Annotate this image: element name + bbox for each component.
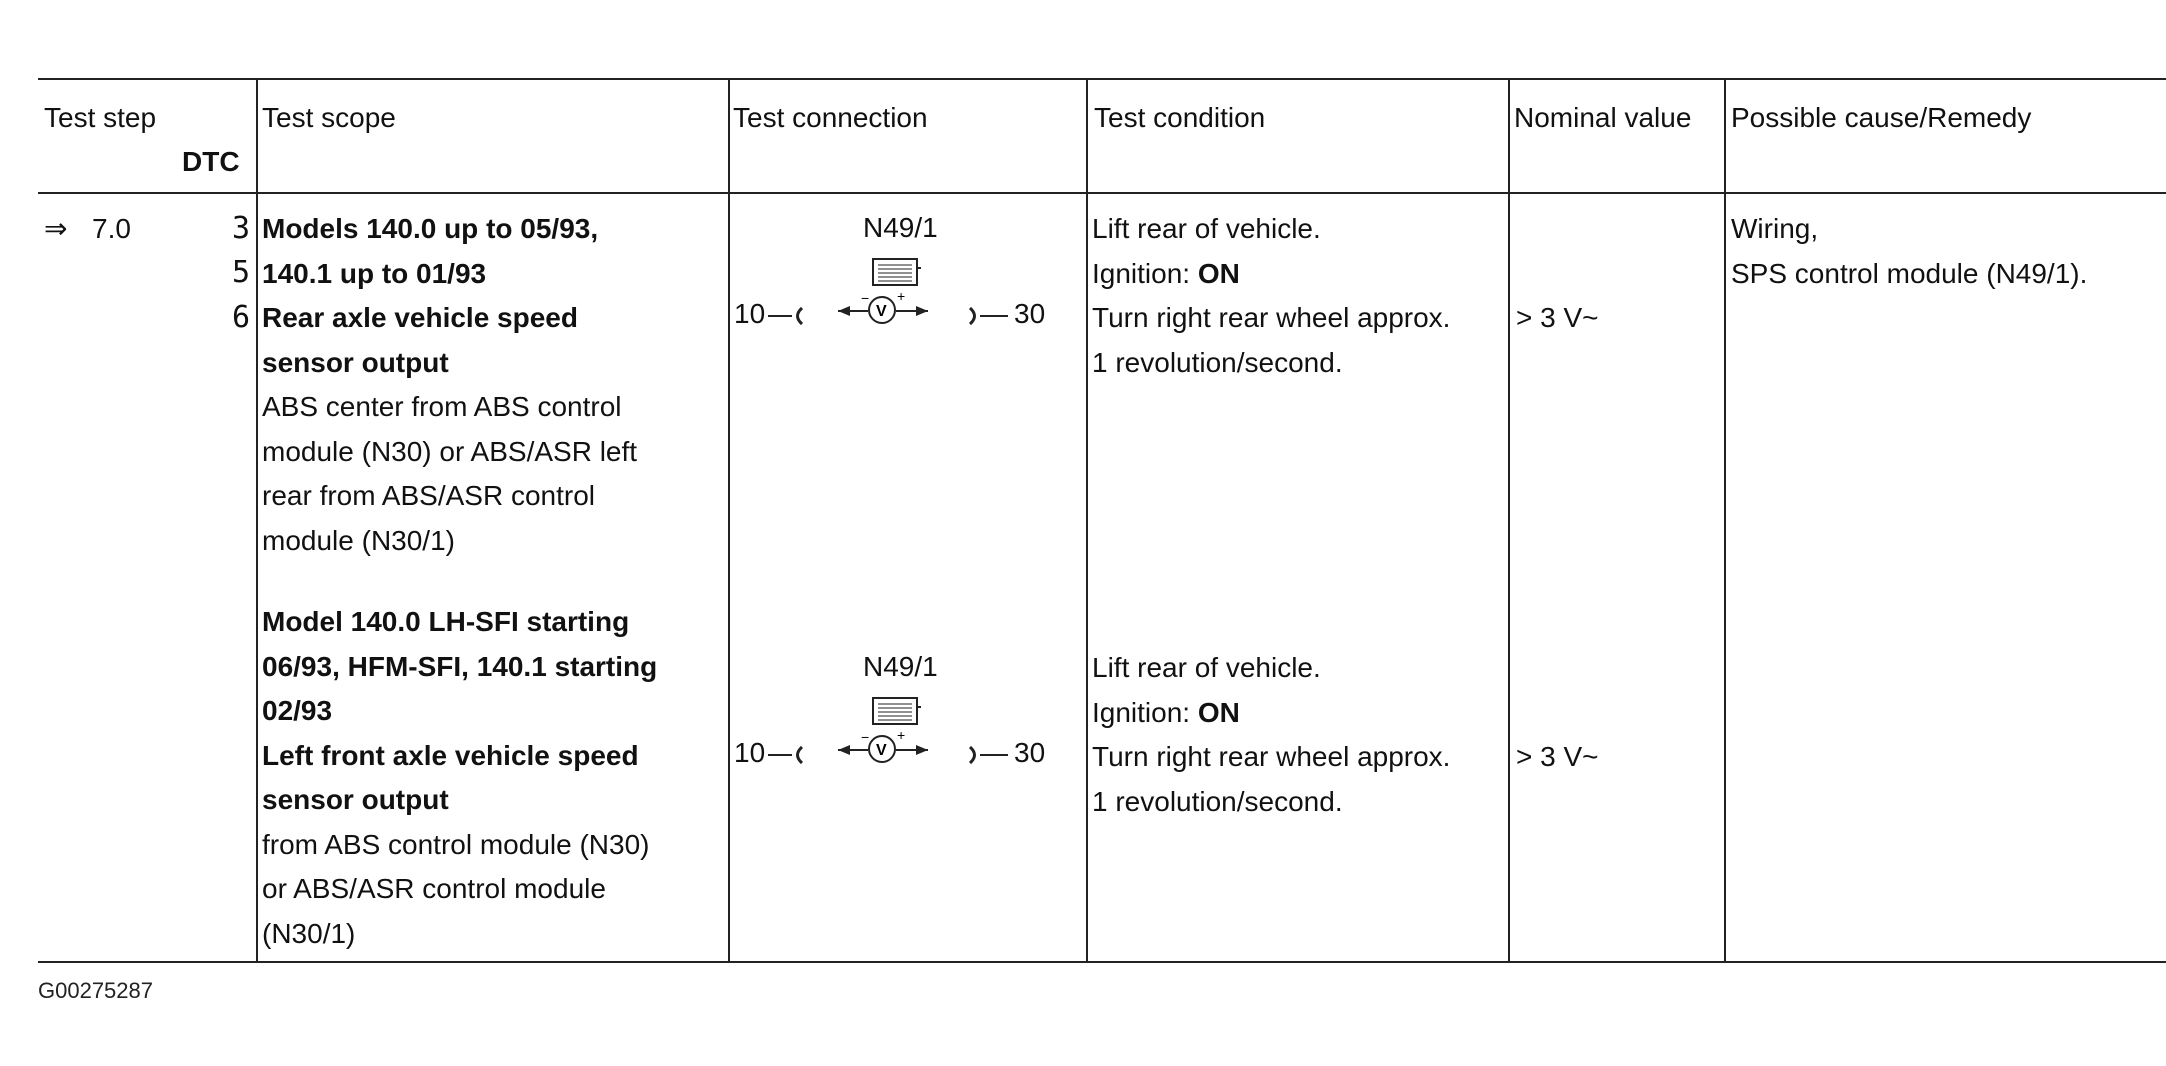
test-condition-row-1	[1092, 207, 1450, 385]
svg-text:V: V	[876, 303, 887, 320]
header-possible-cause: Possible cause/Remedy	[1731, 102, 2032, 133]
header-test-scope: Test scope	[262, 102, 396, 133]
step-arrow: ⇒	[44, 213, 68, 244]
header-dtc: DTC	[182, 146, 240, 177]
scope-bold-line: sensor output	[262, 346, 449, 378]
table-bottom-rule	[38, 961, 2166, 963]
right-pin-label: 30	[1014, 298, 1046, 329]
test-scope-row-2	[262, 600, 657, 956]
scope-normal-line: rear from ABS/ASR control	[262, 480, 596, 511]
scope-normal-line: module (N30/1)	[262, 524, 455, 556]
scope-normal-line: (N30/1)	[262, 917, 356, 949]
test-scope-row-1	[262, 207, 637, 563]
header-nominal-value: Nominal value	[1514, 102, 1692, 133]
column-divider-cause	[1724, 78, 1726, 963]
condition-ignition	[1092, 252, 1450, 297]
left-pin-label: 10	[734, 298, 766, 329]
svg-text:+: +	[897, 288, 906, 304]
header-bottom-rule	[38, 192, 2166, 194]
scope-bold-line: Models 140.0 up to 05/93,	[262, 213, 599, 244]
nominal-value-row-2: > 3 V~	[1516, 741, 1599, 772]
connector-meter-icon	[730, 643, 1090, 793]
ignition-label: Ignition:	[1092, 696, 1198, 728]
svg-text:−: −	[861, 729, 870, 745]
column-divider-scope	[256, 78, 258, 963]
scope-bold-line: Model 140.0 LH-SFI starting	[262, 606, 630, 637]
scope-bold-line: Rear axle vehicle speed	[262, 302, 578, 333]
scope-normal-line: ABS center from ABS control	[262, 391, 622, 422]
scope-bold-line: 02/93	[262, 695, 333, 726]
scope-normal-line: module (N30) or ABS/ASR left	[262, 435, 638, 467]
test-condition-row-2	[1092, 646, 1450, 824]
step-number: 7.0	[92, 213, 131, 244]
dtc-code-3: 6	[232, 300, 251, 335]
table-top-rule	[38, 78, 2166, 80]
scope-bold-line: Left front axle vehicle speed	[262, 739, 639, 771]
dtc-code-2: 5	[232, 255, 251, 290]
ignition-label: Ignition:	[1092, 257, 1198, 289]
cause-line: Wiring,	[1731, 213, 1819, 244]
scope-bold-line: sensor output	[262, 784, 449, 815]
condition-line: 1 revolution/second.	[1092, 785, 1343, 817]
test-connection-diagram-1	[730, 204, 1090, 354]
condition-ignition	[1092, 691, 1450, 736]
svg-text:−: −	[861, 290, 870, 306]
module-label: N49/1	[863, 651, 938, 682]
condition-line: Lift rear of vehicle.	[1092, 213, 1321, 244]
test-connection-diagram-2	[730, 643, 1090, 793]
svg-text:V: V	[876, 742, 887, 759]
connector-meter-icon	[730, 204, 1090, 354]
cause-line: SPS control module (N49/1).	[1731, 257, 2088, 289]
column-divider-nominal	[1508, 78, 1510, 963]
scope-normal-line: or ABS/ASR control module	[262, 873, 606, 904]
header-test-condition: Test condition	[1094, 102, 1266, 133]
right-pin-label: 30	[1014, 737, 1046, 768]
left-pin-label: 10	[734, 737, 766, 768]
condition-line: Lift rear of vehicle.	[1092, 652, 1321, 683]
dtc-code-1: 3	[232, 211, 251, 246]
condition-line: Turn right rear wheel approx.	[1092, 741, 1451, 772]
scope-bold-line: 140.1 up to 01/93	[262, 257, 487, 289]
ignition-value: ON	[1197, 257, 1240, 289]
header-test-step: Test step	[44, 102, 157, 133]
scope-bold-line: 06/93, HFM-SFI, 140.1 starting	[262, 650, 658, 682]
condition-line: Turn right rear wheel approx.	[1092, 302, 1451, 333]
condition-line: 1 revolution/second.	[1092, 346, 1343, 378]
graphic-id: G00275287	[38, 978, 153, 1003]
possible-cause	[1731, 207, 2087, 296]
ignition-value: ON	[1197, 696, 1240, 728]
svg-text:+: +	[897, 727, 906, 743]
nominal-value-row-1: > 3 V~	[1516, 302, 1599, 333]
header-test-connection: Test connection	[733, 102, 928, 133]
scope-normal-line: from ABS control module (N30)	[262, 828, 650, 860]
module-label: N49/1	[863, 212, 938, 243]
